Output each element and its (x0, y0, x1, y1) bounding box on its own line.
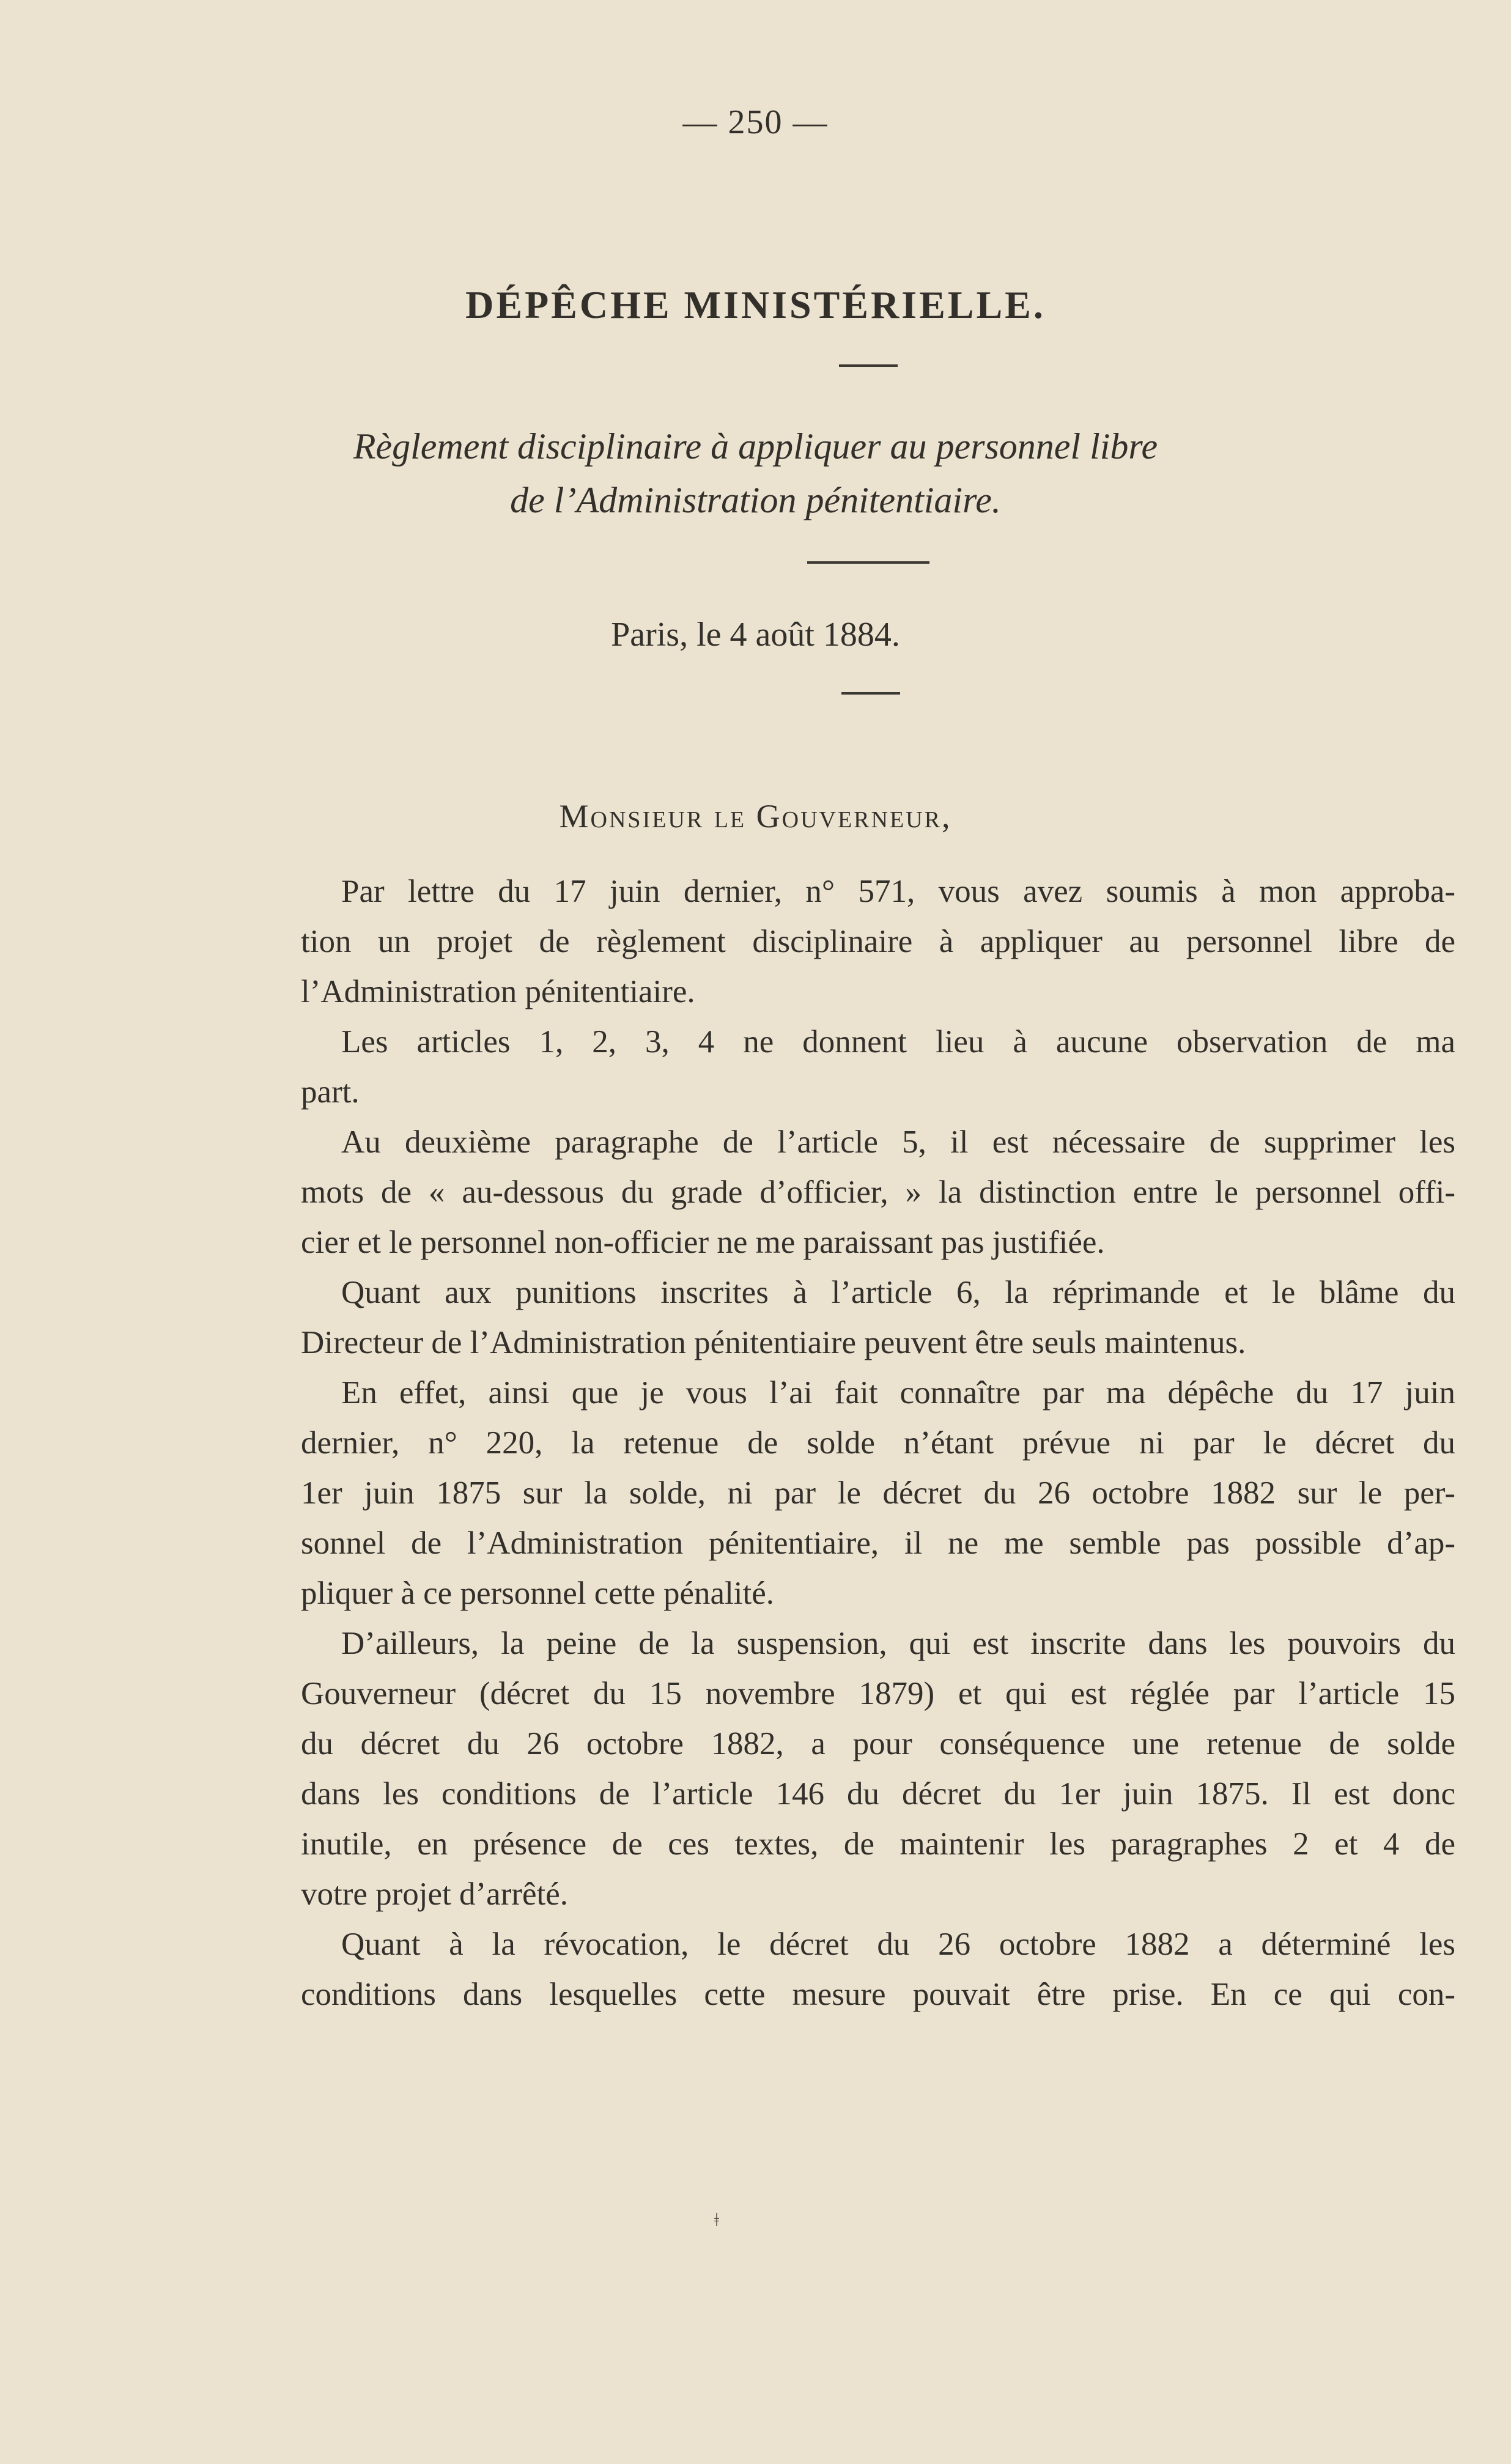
subtitle-divider (807, 561, 929, 564)
body-line: sonnel de l’Administration pénitentiaire, il ne me semble pas possible d’ap- (301, 1525, 1455, 1561)
body-line: D’ailleurs, la peine de la suspension, qui est inscrite dans les pouvoirs du (341, 1626, 1455, 1661)
body-line: pliquer à ce personnel cette pénalité. (301, 1576, 775, 1611)
body-line: En effet, ainsi que je vous l’ai fait connaître par ma dépêche du 17 juin (341, 1375, 1455, 1411)
body-line: Gouverneur (décret du 15 novembre 1879) et qui est réglée par l’article 15 (301, 1676, 1455, 1711)
subtitle-line-2: de l’Administration pénitentiaire. (510, 480, 1001, 520)
body-line: inutile, en présence de ces textes, de maintenir les paragraphes 2 et 4 de (301, 1826, 1455, 1862)
body-line: Quant aux punitions inscrites à l’article 6, la réprimande et le blâme du (341, 1275, 1455, 1310)
body-line: conditions dans lesquelles cette mesure pouvait être prise. En ce qui con- (301, 1977, 1455, 2012)
document-title: DÉPÊCHE MINISTÉRIELLE. (465, 283, 1046, 326)
body-line: dans les conditions de l’article 146 du décret du 1er juin 1875. Il est donc (301, 1776, 1455, 1812)
body-line: mots de « au-dessous du grade d’officier, » la distinction entre le personnel offi- (301, 1175, 1455, 1210)
body-line: Quant à la révocation, le décret du 26 octobre 1882 a déterminé les (341, 1927, 1455, 1962)
body-line: Les articles 1, 2, 3, 4 ne donnent lieu à aucune observation de ma (341, 1024, 1455, 1060)
body-line: Au deuxième paragraphe de l’article 5, il est nécessaire de supprimer les (341, 1124, 1455, 1160)
footer-mark: ǂ (714, 2208, 719, 2230)
body-line: 1er juin 1875 sur la solde, ni par le décret du 26 octobre 1882 sur le per- (301, 1475, 1455, 1511)
body-line: tion un projet de règlement disciplinaire à appliquer au personnel libre de (301, 924, 1455, 959)
body-line: cier et le personnel non-officier ne me paraissant pas justifiée. (301, 1225, 1105, 1260)
page-number: — 250 — (682, 103, 829, 141)
body-line: Directeur de l’Administration pénitentiaire peuvent être seuls maintenus. (301, 1325, 1246, 1360)
salutation: Monsieur le Gouverneur, (559, 798, 952, 835)
subtitle-line-1: Règlement disciplinaire à appliquer au personnel libre (353, 426, 1158, 467)
title-divider (839, 364, 898, 367)
body-line: votre projet d’arrêté. (301, 1876, 569, 1912)
body-line: dernier, n° 220, la retenue de solde n’étant prévue ni par le décret du (301, 1425, 1455, 1461)
body-line: part. (301, 1074, 360, 1110)
body-line: Par lettre du 17 juin dernier, n° 571, vous avez soumis à mon approba- (341, 874, 1455, 909)
place-date: Paris, le 4 août 1884. (611, 616, 900, 654)
date-divider (841, 692, 900, 695)
body-line: l’Administration pénitentiaire. (301, 974, 695, 1009)
body-line: du décret du 26 octobre 1882, a pour conséquence une retenue de solde (301, 1726, 1455, 1761)
